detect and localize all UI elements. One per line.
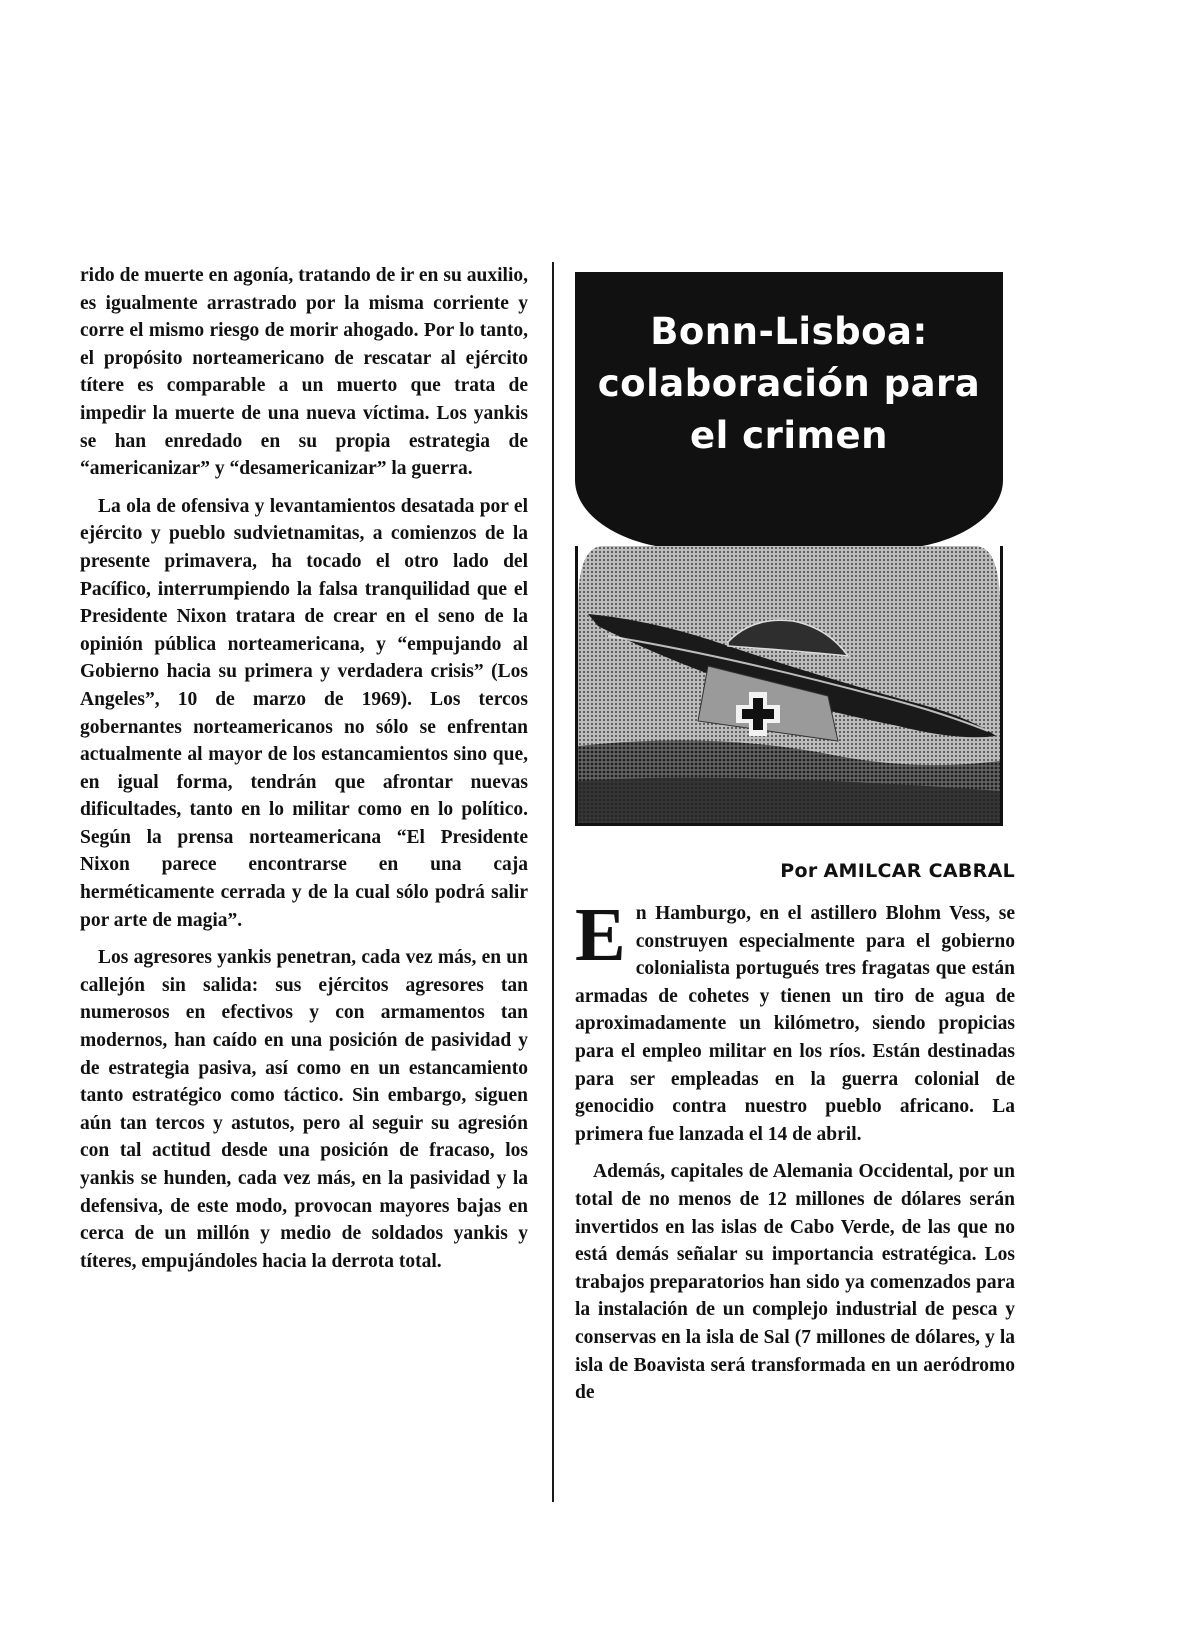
byline-author: AMILCAR CABRAL [823, 860, 1015, 882]
article-photo [575, 546, 1003, 826]
column-divider [552, 262, 554, 1502]
left-paragraph-3: Los agresores yankis penetran, cada vez más, en un callejón sin salida: sus ejércitos agresores tan numerosos en efectivos y con armamentos tan modernos, han caído en una posición de pasividad y de estrategia pasiva, así como en un estancamiento tanto estratégico como táctico. Sin embargo, siguen aún tan tercos y astutos, pero al seguir su agresión con tal actitud desde una posición de fracaso, los yankis se hunden, cada vez más, en la pasividad y la defensiva, de este modo, provocan mayores bajas en cerca de un millón y medio de soldados yankis y títeres, empujándoles hacia la derrota total. [80, 947, 528, 1272]
article-lead-text: n Hamburgo, en el astillero Blohm Vess, se construyen especialmente para el gobierno colonialista portugués tres fragatas que están armadas de cohetes y tienen un tiro de agua de aproximadamente un kilómetro, siendo propicias para el empleo militar en los ríos. Están destinadas para ser empleadas en la guerra colonial de genocidio contra nuestro pueblo africano. La primera fue lanzada el 14 de abril. [575, 903, 1015, 1145]
byline-prefix: Por [780, 860, 818, 882]
article-body [575, 893, 1015, 1417]
headline-block [575, 272, 1003, 550]
article-headline: Bonn-Lisboa: colaboración para el crimen [597, 310, 981, 457]
military-jet-icon [578, 546, 1000, 823]
left-column [80, 262, 528, 1285]
article-paragraph-2: Además, capitales de Alemania Occidental, por un total de no menos de 12 millones de dólares serán invertidos en las islas de Cabo Verde, de las que no está demás señalar su importancia estratégica. Los trabajos preparatorios han sido ya comenzados para la instalación de un complejo industrial de pesca y conservas en la isla de Sal (7 millones de dólares, y la isla de Boavista será transformada en un aeródromo de [575, 1161, 1015, 1404]
left-paragraph-1: rido de muerte en agonía, tratando de ir en su auxilio, es igualmente arrastrado por la misma corriente y corre el mismo riesgo de morir ahogado. Por lo tanto, el propósito norteamericano de rescatar al ejército títere es comparable a un muerto que trata de impedir la muerte de una nueva víctima. Los yankis se han enredado en su propia estrategia de “americanizar” y “desamericanizar” la guerra. [80, 265, 528, 480]
article-byline [575, 860, 1015, 882]
article-lead-paragraph [575, 893, 1015, 1148]
left-paragraph-2: La ola de ofensiva y levantamientos desatada por el ejército y pueblo sudvietnamitas, a comienzos de la presente primavera, ha tocado el otro lado del Pacífico, interrumpiendo la falsa tranquilidad que el Presidente Nixon tratara de crear en el seno de la opinión pública norteamericana, y “empujando al Gobierno hacia su primera y verdadera crisis” (Los Angeles”, 10 de marzo de 1969). Los tercos gobernantes norteamericanos no sólo se enfrentan actualmente al mayor de los estancamientos sino que, en igual forma, tendrán que afrontar nuevas dificultades, tanto en lo militar como en lo político. Según la prensa norteamericana “El Presidente Nixon parece encontrarse en una caja herméticamente cerrada y de la cual sólo podrá salir por arte de magia”. [80, 495, 528, 931]
drop-cap: E [575, 893, 626, 977]
